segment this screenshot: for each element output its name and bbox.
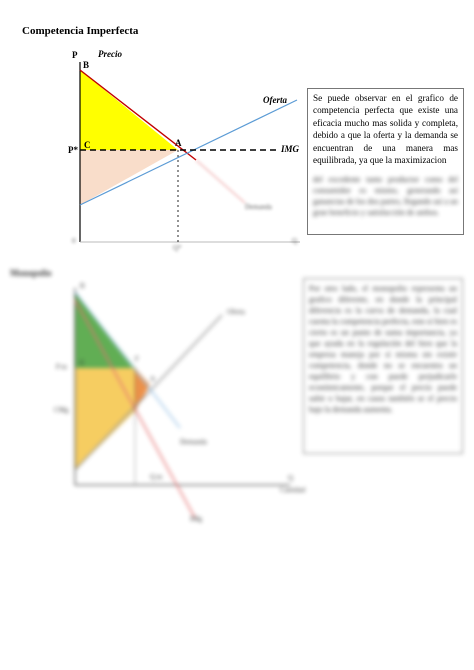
textbox-visible-text: Se puede observar en el grafico de competencia perfecta que existe una eficacia mucho mas solida y completa, debido a que la oferta y la demanda se encuentran de una manera mas equilibrada, ya que la maximizacion <box>313 93 458 166</box>
section-title-competencia: Competencia Imperfecta <box>22 25 139 37</box>
p-star-label: P* <box>68 145 78 155</box>
m-point-a: A <box>150 375 156 383</box>
monopolio-section <box>0 260 474 540</box>
producer-surplus-area <box>80 150 178 205</box>
m-cmg-label: CMg <box>54 406 69 414</box>
precio-label: Precio <box>98 49 122 59</box>
m-point-f: F <box>135 355 139 363</box>
m-pm-label: P m <box>56 363 67 371</box>
origin-label: 0 <box>72 237 76 245</box>
q-axis-label: Q <box>292 237 298 245</box>
m-demanda-label: Demanda <box>180 438 207 446</box>
point-a-label: A <box>175 138 182 148</box>
img-label: IMG <box>281 144 300 154</box>
point-b-label: B <box>83 60 90 70</box>
m-oferta-label: Oferta <box>227 308 245 316</box>
competencia-textbox <box>307 88 464 235</box>
q-star-label: Q* <box>173 244 182 252</box>
demand-line-faded <box>196 160 245 203</box>
monopolio-textbox: Por otro lado, el monopolio representa un grafico diferente, en donde la principal diferencia es la curva de demanda, la cual cuenta la competencia perfecta, esto si bien es cierto es un punto de suma importancia, ya que ayuda en la regulación del bien que la empresa maneja por sí misma sin existir competencia, donde no se encuentra un equilibrio y con puede perjudicarle económicamente, porque el precio puede subir o bajar, en casos también se el precio bajo la demanda aumenta. <box>303 278 463 454</box>
m-cantidad-label: Cantidad <box>280 486 306 494</box>
demanda-label: Demanda <box>245 203 272 211</box>
oferta-label: Oferta <box>263 95 287 105</box>
m-img-label: IMg <box>190 515 203 523</box>
m-qm-label: Q m <box>150 473 163 481</box>
p-axis-label: P <box>72 50 78 60</box>
m-point-e: E <box>80 359 85 367</box>
point-c-label: C <box>84 140 91 150</box>
section-title-monopolio: Monopolio <box>10 268 52 278</box>
m-q-label: Q <box>288 474 294 482</box>
textbox-blurred-text: del excedente tanto productor como del consumidor es mismo, generando así ganancias de los dos partes, llegando así a un gran beneficio y satisfacción de ambos. <box>313 175 458 217</box>
m-point-b: B <box>80 282 85 290</box>
monopoly-yellow-area <box>75 368 135 411</box>
